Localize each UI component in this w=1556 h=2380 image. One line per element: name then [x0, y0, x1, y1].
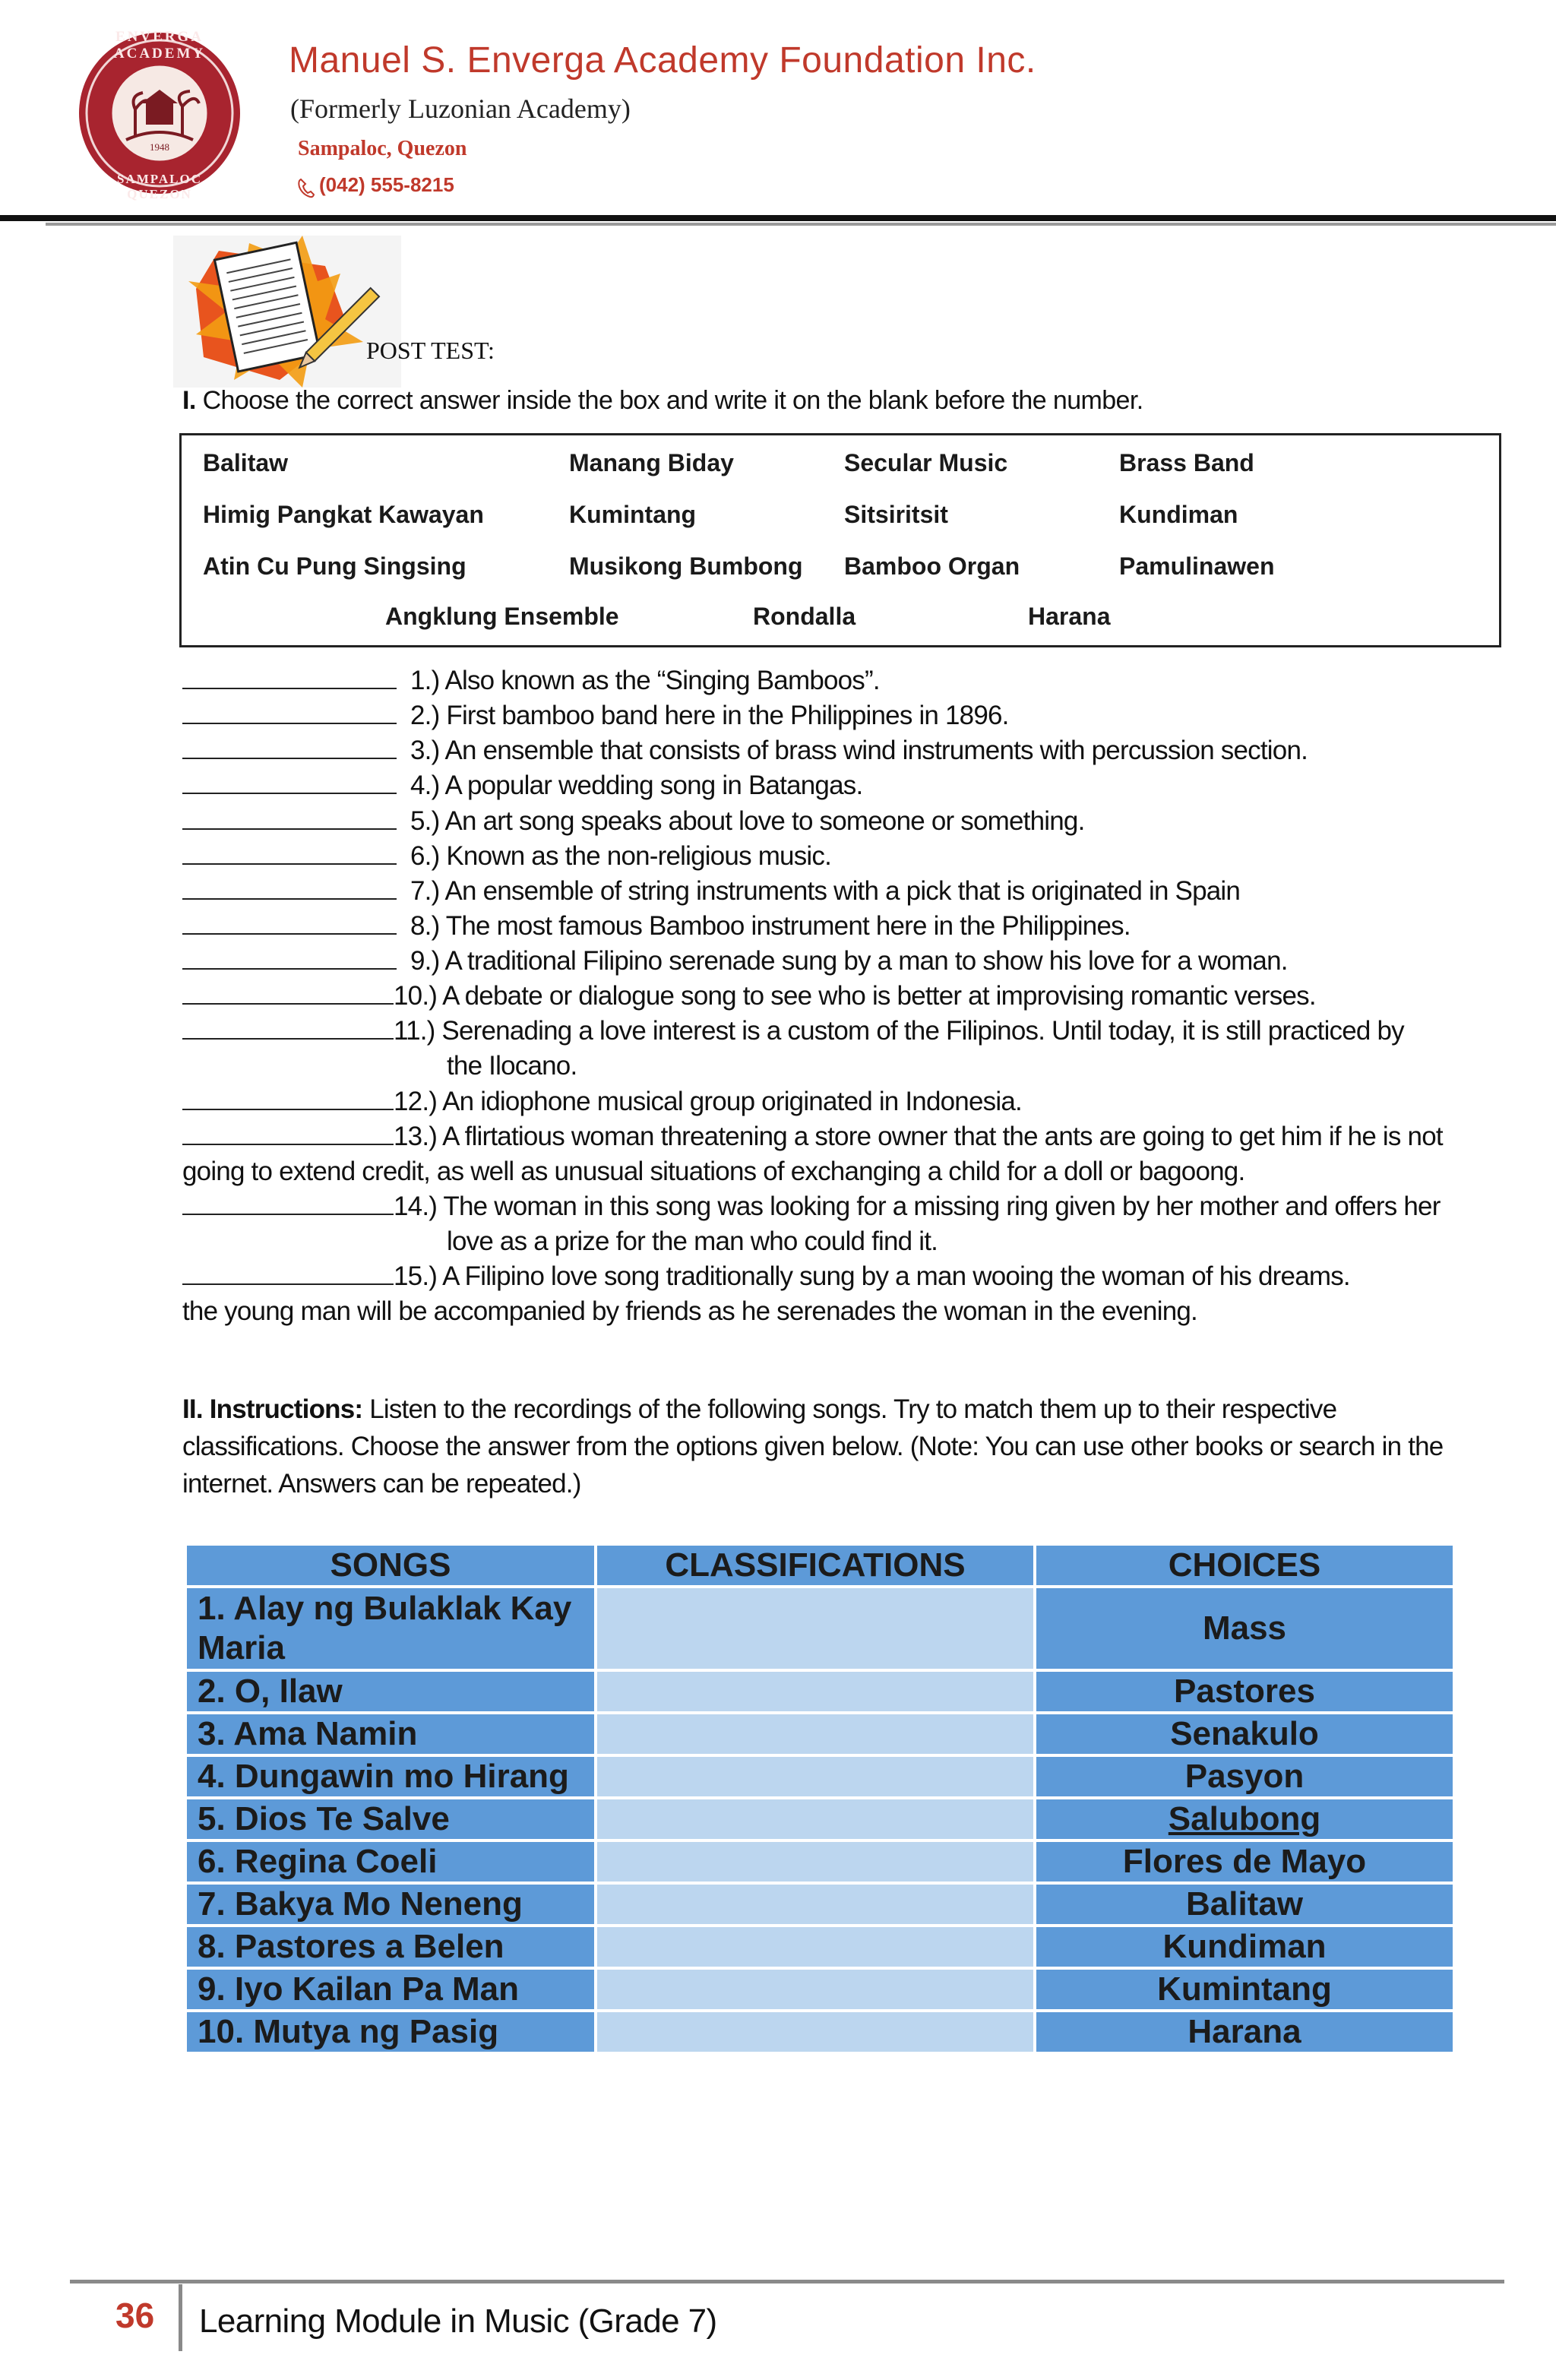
answer-blank[interactable] — [182, 1262, 394, 1285]
choice-item: Pamulinawen — [1119, 552, 1275, 580]
table-row — [187, 1588, 1453, 1669]
choice-cell: Pasyon — [1036, 1757, 1453, 1796]
table-row — [187, 1714, 1453, 1754]
seal-text-top: ENVERGA ACADEMY — [113, 29, 206, 62]
song-cell: 9. Iyo Kailan Pa Man — [187, 1970, 594, 2009]
choice-item: Himig Pangkat Kawayan — [203, 501, 484, 528]
song-cell: 6. Regina Coeli — [187, 1842, 594, 1882]
classification-cell[interactable] — [597, 1714, 1033, 1754]
choice-item: Atin Cu Pung Singsing — [203, 552, 466, 580]
song-classification-table — [184, 1543, 1456, 2055]
choice-cell: Harana — [1036, 2012, 1453, 2052]
former-name: (Formerly Luzonian Academy) — [290, 93, 631, 124]
table-row — [187, 2012, 1453, 2052]
answer-blank[interactable] — [182, 947, 397, 970]
question-item: 9.) A traditional Filipino serenade sung by a man to show his love for a woman. — [182, 946, 1288, 976]
song-cell: 4. Dungawin mo Hirang — [187, 1757, 594, 1796]
table-row — [187, 1799, 1453, 1839]
choice-cell: Balitaw — [1036, 1885, 1453, 1924]
question-item: 2.) First bamboo band here in the Philippines in 1896. — [182, 701, 1009, 731]
header-divider — [0, 215, 1556, 221]
post-test-title: POST TEST: — [366, 337, 495, 364]
question-continuation: the young man will be accompanied by friends as he serenades the woman in the evening. — [182, 1296, 1197, 1326]
classification-cell[interactable] — [597, 1588, 1033, 1669]
choice-item: Kundiman — [1119, 501, 1238, 528]
question-continuation: love as a prize for the man who could find it. — [447, 1226, 938, 1256]
choice-cell: Salubong — [1036, 1799, 1453, 1839]
organization-name: Manuel S. Enverga Academy Foundation Inc. — [289, 40, 1036, 81]
song-cell: 3. Ama Namin — [187, 1714, 594, 1754]
choice-cell: Senakulo — [1036, 1714, 1453, 1754]
table-header: CLASSIFICATIONS — [597, 1546, 1033, 1585]
part2-label: II. Instructions: — [182, 1394, 363, 1424]
question-continuation: the Ilocano. — [447, 1051, 577, 1081]
module-title: Learning Module in Music (Grade 7) — [199, 2302, 717, 2340]
question-item: 7.) An ensemble of string instruments with a pick that is originated in Spain — [182, 876, 1240, 907]
choice-item: Brass Band — [1119, 449, 1254, 476]
part1-instruction-text: Choose the correct answer inside the box and write it on the blank before the number. — [202, 386, 1143, 415]
answer-blank[interactable] — [182, 736, 397, 759]
table-row — [187, 1885, 1453, 1924]
song-cell: 2. O, Ilaw — [187, 1672, 594, 1711]
answer-blank[interactable] — [182, 877, 397, 900]
answer-blank[interactable] — [182, 842, 397, 865]
question-item: 12.) An idiophone musical group originated in Indonesia. — [182, 1087, 1022, 1117]
answer-blank[interactable] — [182, 912, 397, 935]
question-item: 6.) Known as the non-religious music. — [182, 841, 831, 872]
header-divider-shadow — [46, 223, 1556, 226]
choice-item: Secular Music — [844, 449, 1008, 476]
table-row — [187, 1672, 1453, 1711]
svg-text:1948: 1948 — [150, 141, 169, 153]
classification-cell[interactable] — [597, 1970, 1033, 2009]
choice-cell: Mass — [1036, 1588, 1453, 1669]
answer-blank[interactable] — [182, 807, 397, 830]
question-item: 15.) A Filipino love song traditionally sung by a man wooing the woman of his dreams. — [182, 1261, 1350, 1292]
song-cell: 7. Bakya Mo Neneng — [187, 1885, 594, 1924]
song-cell: 10. Mutya ng Pasig — [187, 2012, 594, 2052]
part2-text: Listen to the recordings of the following songs. Try to match them up to their respective classifications. Choose the answer from the options given below. (Note: You can use other books or search in the internet. Answers can be repeated.) — [182, 1394, 1444, 1499]
classification-cell[interactable] — [597, 1927, 1033, 1967]
table-header: CHOICES — [1036, 1546, 1453, 1585]
classification-cell[interactable] — [597, 1842, 1033, 1882]
answer-blank[interactable] — [182, 771, 397, 794]
song-cell: 5. Dios Te Salve — [187, 1799, 594, 1839]
school-phone: (042) 555-8215 — [319, 173, 454, 196]
classification-cell[interactable] — [597, 2012, 1033, 2052]
choice-item: Kumintang — [569, 501, 697, 528]
choices-box — [179, 433, 1501, 647]
choice-cell: Kumintang — [1036, 1970, 1453, 2009]
question-item: 8.) The most famous Bamboo instrument here in the Philippines. — [182, 911, 1131, 942]
answer-blank[interactable] — [182, 1087, 394, 1110]
question-item: 14.) The woman in this song was looking for a missing ring given by her mother and offers her — [182, 1192, 1441, 1222]
footer-divider — [70, 2280, 1504, 2283]
choice-item: Harana — [1028, 603, 1111, 630]
seal-text-bottom: SAMPALOC QUEZON — [116, 172, 202, 201]
answer-blank[interactable] — [182, 1122, 394, 1145]
answer-blank[interactable] — [182, 701, 397, 724]
test-paper-pencil-icon — [173, 236, 401, 388]
choice-item: Musikong Bumbong — [569, 552, 803, 580]
song-cell: 8. Pastores a Belen — [187, 1927, 594, 1967]
table-row — [187, 1757, 1453, 1796]
choice-cell: Pastores — [1036, 1672, 1453, 1711]
question-item: 11.) Serenading a love interest is a custom of the Filipinos. Until today, it is still practiced by — [182, 1016, 1404, 1046]
table-row — [187, 1970, 1453, 2009]
choice-item: Rondalla — [753, 603, 856, 630]
question-continuation: going to extend credit, as well as unusual situations of exchanging a child for a doll or bagoong. — [182, 1157, 1245, 1186]
choice-item: Balitaw — [203, 449, 289, 476]
phone-icon — [296, 176, 316, 199]
answer-blank[interactable] — [182, 666, 397, 689]
question-item: 13.) A flirtatious woman threatening a store owner that the ants are going to get him if he is not — [182, 1122, 1443, 1152]
page-number: 36 — [115, 2296, 155, 2335]
choice-item: Sitsiritsit — [844, 501, 948, 528]
classification-cell[interactable] — [597, 1799, 1033, 1839]
question-item: 3.) An ensemble that consists of brass wind instruments with percussion section. — [182, 736, 1308, 766]
question-item: 5.) An art song speaks about love to someone or something. — [182, 806, 1085, 837]
question-item: 4.) A popular wedding song in Batangas. — [182, 771, 862, 801]
song-cell: 1. Alay ng Bulaklak Kay Maria — [187, 1588, 594, 1669]
table-row — [187, 1842, 1453, 1882]
choice-item: Bamboo Organ — [844, 552, 1020, 580]
classification-cell[interactable] — [597, 1757, 1033, 1796]
part1-label: I. — [182, 386, 196, 415]
school-location: Sampaloc, Quezon — [298, 137, 467, 160]
part2-instructions — [182, 1391, 1474, 1502]
answer-blank[interactable] — [182, 1017, 394, 1040]
question-item: 10.) A debate or dialogue song to see who is better at improvising romantic verses. — [182, 981, 1316, 1011]
classification-cell[interactable] — [597, 1672, 1033, 1711]
choice-cell: Flores de Mayo — [1036, 1842, 1453, 1882]
footer-separator — [179, 2284, 182, 2351]
choice-item: Manang Biday — [569, 449, 734, 476]
answer-blank[interactable] — [182, 982, 394, 1005]
choice-cell: Kundiman — [1036, 1927, 1453, 1967]
answer-blank[interactable] — [182, 1192, 394, 1215]
part1-instruction — [182, 386, 1143, 416]
question-item: 1.) Also known as the “Singing Bamboos”. — [182, 666, 880, 696]
classification-cell[interactable] — [597, 1885, 1033, 1924]
table-row — [187, 1927, 1453, 1967]
table-header: SONGS — [187, 1546, 594, 1585]
choice-item: Angklung Ensemble — [385, 603, 619, 630]
